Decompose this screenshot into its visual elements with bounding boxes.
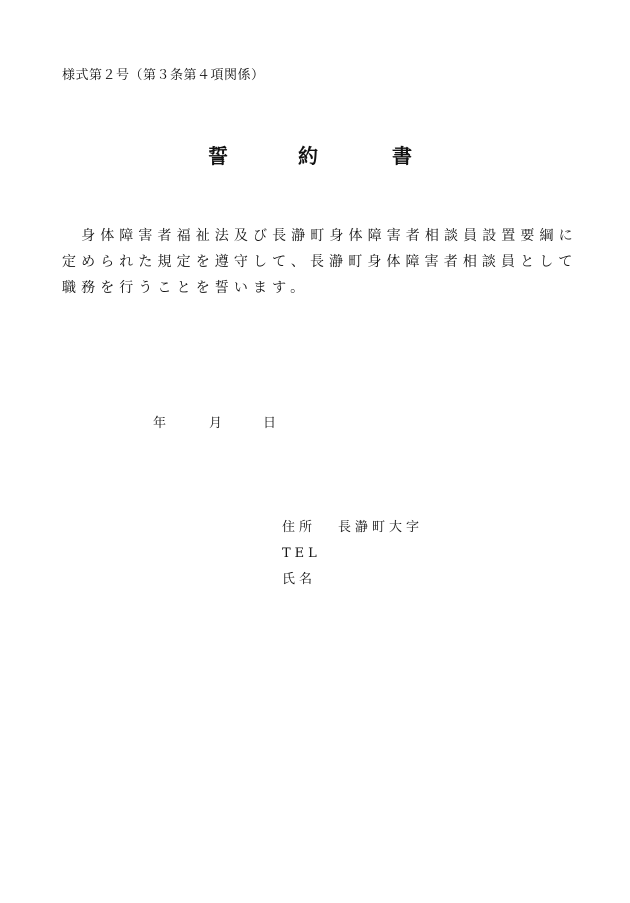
- tel-row: [282, 544, 321, 570]
- address-value: 長瀞町大字: [338, 520, 424, 535]
- name-label: 氏名: [282, 572, 317, 587]
- oath-body-line-2: 定められた規定を遵守して、長瀞町身体障害者相談員として: [62, 254, 578, 270]
- address-row: [282, 518, 424, 544]
- form-number: 様式第２号（第３条第４項関係）: [62, 68, 265, 83]
- oath-body-line-1: 身体障害者福祉法及び長瀞町身体障害者相談員設置要綱に: [62, 228, 578, 244]
- signer-block: [282, 518, 424, 596]
- oath-body: [62, 223, 578, 301]
- document-title: [0, 140, 630, 170]
- name-row: [282, 570, 321, 596]
- title-char-document: 書: [392, 144, 412, 168]
- date-month-label: 月: [209, 416, 223, 431]
- date-year-label: 年: [153, 416, 167, 431]
- tel-label: TEL: [282, 546, 321, 561]
- date-line: [0, 412, 630, 432]
- title-char-pledge: 約: [298, 144, 318, 168]
- oath-body-line-3: 職務を行うことを誓います。: [62, 280, 310, 296]
- title-char-oath: 誓: [208, 144, 228, 168]
- date-day-label: 日: [263, 416, 277, 431]
- address-label: 住所: [282, 520, 317, 535]
